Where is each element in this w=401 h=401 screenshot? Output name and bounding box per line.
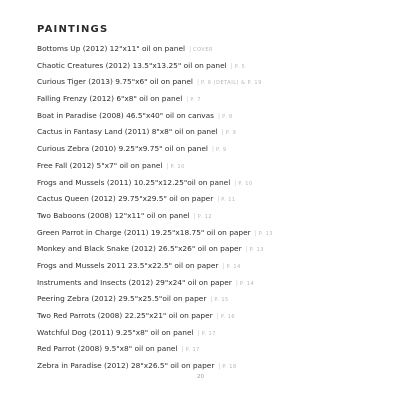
painting-entry	[37, 308, 377, 325]
painting-entry	[37, 175, 377, 192]
entry-separator: |	[210, 296, 213, 304]
entry-separator: |	[222, 262, 225, 270]
entry-separator: |	[193, 212, 196, 220]
painting-entry	[37, 208, 377, 225]
painting-entry	[37, 341, 377, 358]
entry-separator: |	[181, 346, 184, 354]
painting-title: Bottoms Up (2012) 12"x11" oil on panel	[37, 44, 186, 53]
painting-title: Two Red Parrots (2008) 22.25"x21" oil on paper	[37, 311, 213, 320]
entry-separator: |	[245, 246, 248, 254]
painting-entry	[37, 108, 377, 125]
page-reference: P. 13	[249, 247, 264, 254]
entry-separator: |	[218, 363, 221, 371]
page-reference: P. 5	[234, 63, 246, 70]
page-reference: P. 13	[258, 230, 273, 237]
page-reference: P. 18	[222, 364, 237, 371]
painting-title: Monkey and Black Snake (2012) 26.5"x26" oil on paper	[37, 244, 242, 254]
entry-separator: |	[211, 146, 214, 154]
page-reference: P. 7	[190, 97, 201, 104]
entry-separator: |	[196, 79, 199, 87]
page-reference: P. 14	[226, 263, 241, 270]
painting-entry	[37, 91, 377, 108]
painting-entry	[37, 74, 377, 91]
entry-separator: |	[216, 313, 219, 320]
painting-entry	[37, 225, 377, 242]
painting-title: Green Parrot in Charge (2011) 19.25"x18.75" oil on paper	[37, 227, 251, 237]
page-reference: P. 9	[225, 130, 237, 137]
painting-entry	[37, 258, 377, 275]
painting-title: Red Parrot (2008) 9.5"x8" oil on panel	[37, 344, 178, 354]
painting-title: Curious Tiger (2013) 9.75"x6" oil on panel	[37, 77, 193, 87]
page-reference: P. 6 (DETAIL) & P. 19	[200, 80, 262, 87]
entry-separator: |	[235, 279, 238, 287]
painting-title: Cactus in Fantasy Land (2011) 8"x8" oil on panel	[37, 127, 218, 137]
painting-title: Cactus Queen (2012) 29.75"x29.5" oil on paper	[37, 194, 214, 204]
painting-title: Zebra in Paradise (2012) 28"x26.5" oil on paper	[37, 361, 215, 371]
page-number: 20	[197, 374, 204, 380]
paintings-list	[37, 41, 377, 375]
entry-separator: |	[218, 112, 221, 120]
painting-entry	[37, 291, 377, 308]
page-reference: P. 17	[185, 347, 200, 354]
painting-title: Frogs and Mussels (2011) 10.25"x12.25"oil on panel	[37, 177, 231, 187]
painting-entry	[37, 58, 377, 75]
painting-title: Peering Zebra (2012) 29.5"x25.5"oil on paper	[37, 294, 207, 304]
page-reference: P. 10	[170, 163, 185, 170]
page-reference: COVER	[193, 47, 213, 53]
entry-separator: |	[254, 229, 257, 237]
painting-entry	[37, 275, 377, 292]
entry-separator: |	[234, 179, 237, 187]
painting-entry	[37, 325, 377, 342]
painting-title: Instruments and Insects (2012) 29"x24" oil on paper	[37, 277, 232, 287]
page-reference: P. 10	[238, 180, 253, 187]
entry-separator: |	[221, 129, 224, 137]
page-reference: P. 14	[239, 280, 255, 287]
painting-title: Chaotic Creatures (2012) 13.5"x13.25" oil on panel	[37, 60, 227, 70]
painting-title: Watchful Dog (2011) 9.25"x8" oil on panel	[37, 327, 194, 337]
painting-entry	[37, 141, 377, 158]
entry-separator: |	[217, 196, 220, 204]
painting-entry	[37, 124, 377, 141]
page-reference: P. 11	[221, 197, 236, 204]
painting-entry	[37, 191, 377, 208]
page-reference: P. 15	[214, 297, 229, 304]
entry-separator: |	[230, 62, 233, 70]
page-reference: P. 17	[201, 330, 216, 337]
entry-separator: |	[189, 46, 192, 53]
painting-title: Boat in Paradise (2008) 46.5"x40" oil on canvas	[37, 110, 215, 120]
painting-entry	[37, 241, 377, 258]
painting-title: Curious Zebra (2010) 9.25"x9.75" oil on panel	[37, 144, 208, 154]
page-reference: P. 16	[220, 314, 236, 320]
entry-separator: |	[186, 96, 189, 104]
painting-title: Frogs and Mussels 2011 23.5"x22.5" oil on paper	[37, 260, 219, 270]
page-reference: P. 9	[216, 147, 227, 154]
entry-separator: |	[197, 329, 200, 337]
painting-title: Two Baboons (2008) 12"x11" oil on panel	[37, 210, 190, 220]
section-heading: PAINTINGS	[37, 24, 109, 35]
painting-entry	[37, 358, 377, 375]
painting-entry	[37, 41, 377, 58]
entry-separator: |	[166, 162, 169, 170]
page-reference: P. 8	[222, 113, 233, 120]
page-reference: P. 12	[197, 213, 213, 220]
painting-title: Free Fall (2012) 5"x7" oil on panel	[37, 160, 163, 170]
painting-entry	[37, 158, 377, 175]
painting-title: Falling Frenzy (2012) 6"x8" oil on panel	[37, 94, 183, 104]
